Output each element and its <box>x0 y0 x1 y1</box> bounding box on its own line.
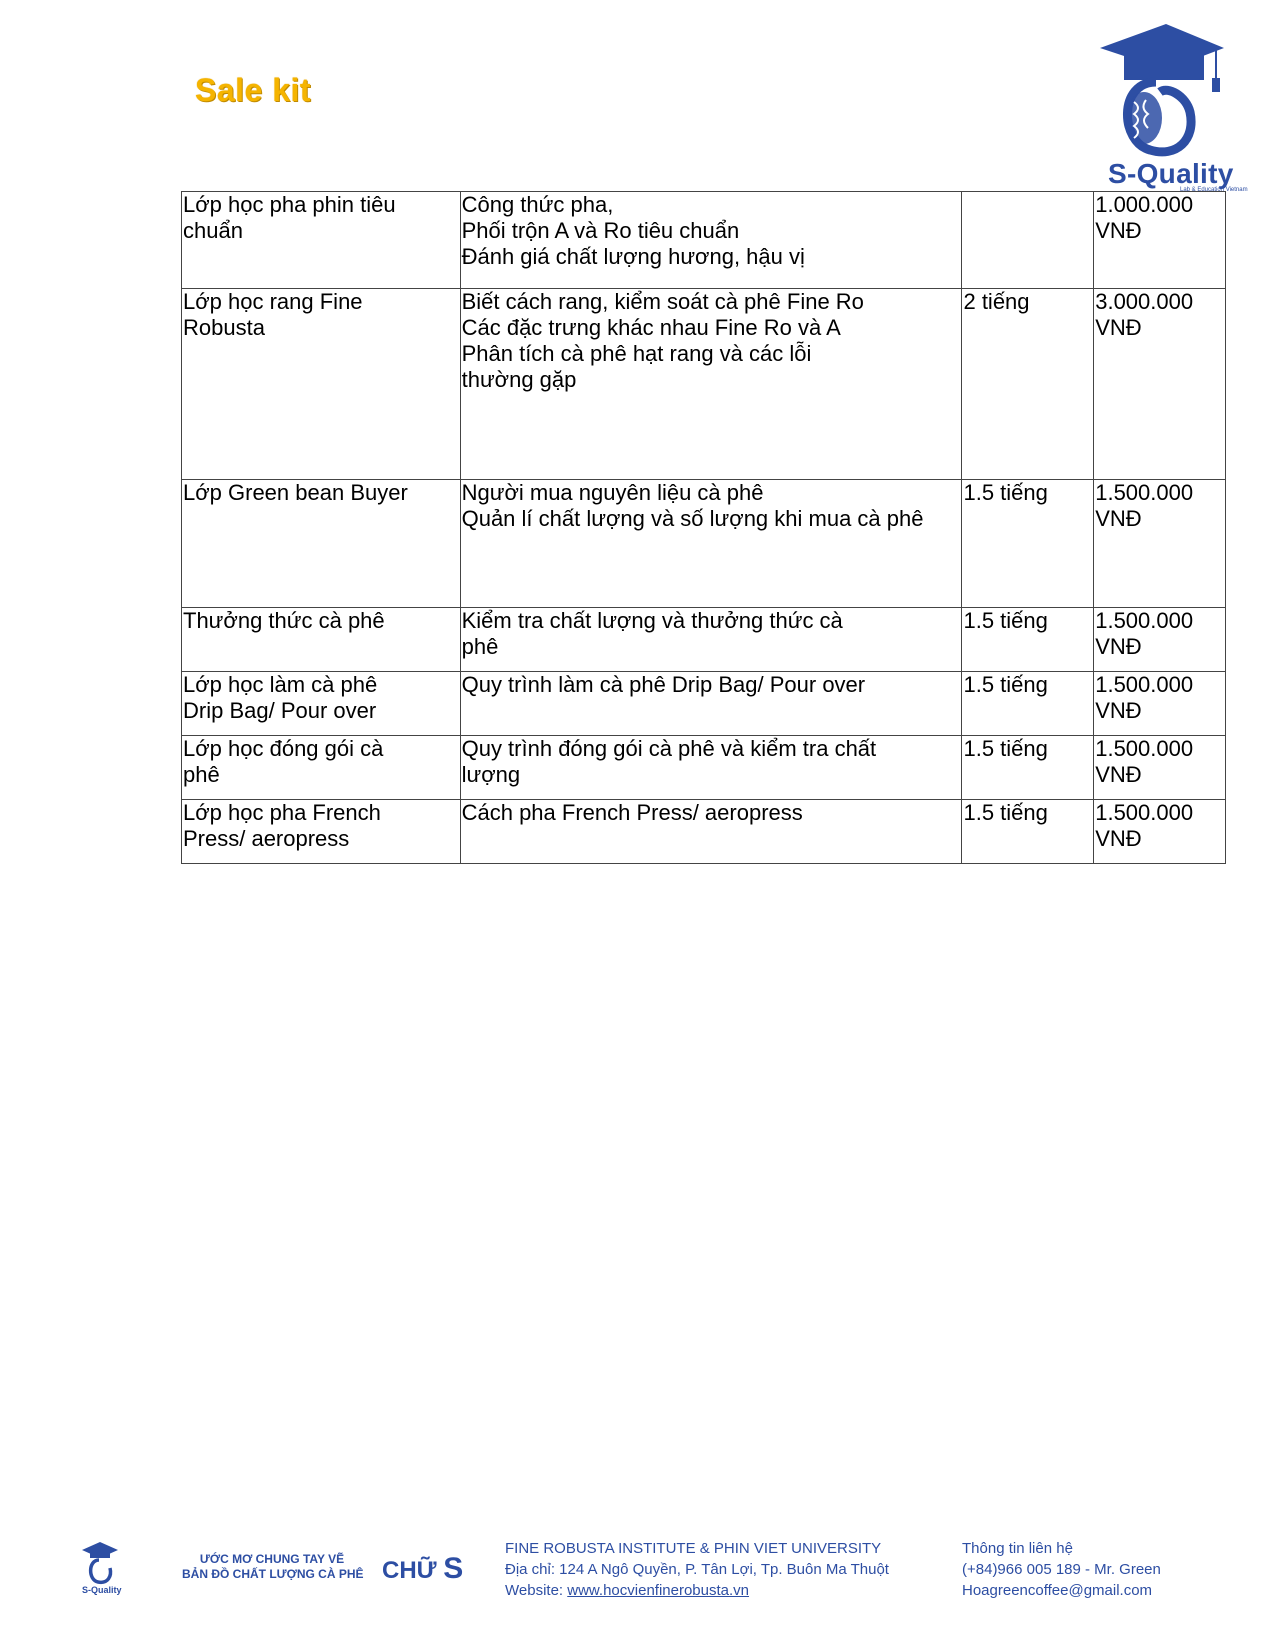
course-name-line: Drip Bag/ Pour over <box>183 698 377 723</box>
footer-chu-s <box>382 1552 463 1586</box>
course-name-line: Lớp học làm cà phê <box>183 672 378 697</box>
course-table <box>181 191 1226 864</box>
course-price-line: VNĐ <box>1095 762 1142 787</box>
table-row <box>182 736 1226 800</box>
course-description-line: lượng <box>461 762 521 787</box>
course-description-line: Cách pha French Press/ aeropress <box>461 800 803 825</box>
course-description-line: Người mua nguyên liệu cà phê <box>461 480 764 505</box>
course-duration-text: 2 tiếng <box>963 289 1030 314</box>
page-footer <box>0 1525 1275 1615</box>
institute-address: Địa chỉ: 124 A Ngô Quyền, P. Tân Lợi, Tp. Buôn Ma Thuột <box>505 1561 889 1578</box>
institute-website <box>505 1580 889 1601</box>
course-price-line: 1.500.000 <box>1095 608 1194 633</box>
course-duration-cell <box>962 192 1094 289</box>
course-description-line: thường gặp <box>461 367 577 392</box>
course-description-line: Công thức pha, <box>461 192 614 217</box>
course-description-line: phê <box>461 634 499 659</box>
chu-text: CHỮ <box>382 1557 437 1584</box>
course-name-cell <box>182 608 461 672</box>
contact-phone: (+84)966 005 189 - Mr. Green <box>962 1561 1161 1578</box>
course-duration-cell <box>962 289 1094 480</box>
course-name-line: Lớp Green bean Buyer <box>183 480 408 505</box>
course-name-cell <box>182 800 461 864</box>
table-row <box>182 800 1226 864</box>
course-name-cell <box>182 736 461 800</box>
course-name-line: Press/ aeropress <box>183 826 350 851</box>
chu-s-letter: S <box>443 1552 464 1585</box>
course-description-cell <box>460 480 962 608</box>
course-name-line: Lớp học đóng gói cà <box>183 736 384 761</box>
course-name-line: Lớp học rang Fine <box>183 289 363 314</box>
course-price-line: VNĐ <box>1095 826 1142 851</box>
course-price-line: 1.500.000 <box>1095 736 1194 761</box>
page-title: Sale kit <box>195 72 312 108</box>
course-duration-text: 1.5 tiếng <box>963 736 1048 761</box>
footer-contact <box>962 1538 1161 1601</box>
website-link[interactable]: www.hocvienfinerobusta.vn <box>567 1582 750 1599</box>
course-price-line: 1.000.000 <box>1095 192 1194 217</box>
course-name-cell <box>182 192 461 289</box>
course-duration-text: 1.5 tiếng <box>963 672 1048 697</box>
course-price-cell <box>1094 192 1226 289</box>
course-price-cell <box>1094 672 1226 736</box>
logo-wordmark: S-Quality <box>1108 158 1234 189</box>
institute-name: FINE ROBUSTA INSTITUTE & PHIN VIET UNIVERSITY <box>505 1540 882 1557</box>
course-name-line: Lớp học pha phin tiêu <box>183 192 396 217</box>
course-name-line: phê <box>183 762 220 787</box>
course-price-line: VNĐ <box>1095 506 1142 531</box>
course-name-line: Robusta <box>183 315 265 340</box>
course-description-line: Phối trộn A và Ro tiêu chuẩn <box>461 218 740 243</box>
course-duration-text: 1.5 tiếng <box>963 480 1048 505</box>
course-description-line: Quy trình làm cà phê Drip Bag/ Pour over <box>461 672 866 697</box>
course-price-cell <box>1094 608 1226 672</box>
footer-logo-text: S-Quality <box>82 1585 122 1595</box>
course-price-line: 1.500.000 <box>1095 480 1194 505</box>
course-name-line: Thưởng thức cà phê <box>183 608 385 633</box>
slogan-line: BẢN ĐỒ CHẤT LƯỢNG CÀ PHÊ <box>182 1567 364 1581</box>
course-description-line: Đánh giá chất lượng hương, hậu vị <box>461 244 805 269</box>
course-description-line: Phân tích cà phê hạt rang và các lỗi <box>461 341 812 366</box>
footer-slogan <box>182 1552 362 1582</box>
footer-institute <box>505 1538 889 1601</box>
contact-title: Thông tin liên hệ <box>962 1540 1073 1557</box>
table-row <box>182 192 1226 289</box>
course-description-line: Quy trình đóng gói cà phê và kiểm tra chất <box>461 736 877 761</box>
course-duration-text: 1.5 tiếng <box>963 608 1048 633</box>
course-duration-cell <box>962 672 1094 736</box>
table-row <box>182 480 1226 608</box>
table-row <box>182 608 1226 672</box>
course-duration-cell <box>962 736 1094 800</box>
course-name-cell <box>182 672 461 736</box>
logo-subtitle: Lab & Education Vietnam <box>1180 187 1248 193</box>
course-name-cell <box>182 480 461 608</box>
course-price-cell <box>1094 800 1226 864</box>
course-name-line: Lớp học pha French <box>183 800 381 825</box>
course-description-cell <box>460 608 962 672</box>
course-duration-text: 1.5 tiếng <box>963 800 1048 825</box>
course-description-cell <box>460 192 962 289</box>
course-price-line: VNĐ <box>1095 634 1142 659</box>
course-price-line: 1.500.000 <box>1095 672 1194 697</box>
course-price-line: VNĐ <box>1095 698 1142 723</box>
course-duration-cell <box>962 800 1094 864</box>
website-label: Website: <box>505 1582 568 1599</box>
contact-email[interactable]: Hoagreencoffee@gmail.com <box>962 1582 1153 1599</box>
course-description-line: Kiểm tra chất lượng và thưởng thức cà <box>461 608 843 633</box>
course-name-line: chuẩn <box>183 218 243 243</box>
course-price-line: 3.000.000 <box>1095 289 1194 314</box>
course-price-line: VNĐ <box>1095 218 1142 243</box>
course-duration-cell <box>962 480 1094 608</box>
course-price-line: 1.500.000 <box>1095 800 1194 825</box>
course-price-cell <box>1094 736 1226 800</box>
course-description-cell <box>460 736 962 800</box>
course-description-line: Các đặc trưng khác nhau Fine Ro và A <box>461 315 841 340</box>
course-duration-cell <box>962 608 1094 672</box>
course-price-line: VNĐ <box>1095 315 1142 340</box>
course-description-cell <box>460 289 962 480</box>
table-row <box>182 289 1226 480</box>
course-description-line: Quản lí chất lượng và số lượng khi mua cà phê <box>461 506 924 531</box>
table-row <box>182 672 1226 736</box>
course-name-cell <box>182 289 461 480</box>
course-price-cell <box>1094 480 1226 608</box>
course-price-cell <box>1094 289 1226 480</box>
course-description-line: Biết cách rang, kiểm soát cà phê Fine Ro <box>461 289 864 314</box>
course-description-cell <box>460 800 962 864</box>
course-description-cell <box>460 672 962 736</box>
slogan-line: ƯỚC MƠ CHUNG TAY VẼ <box>199 1552 345 1566</box>
